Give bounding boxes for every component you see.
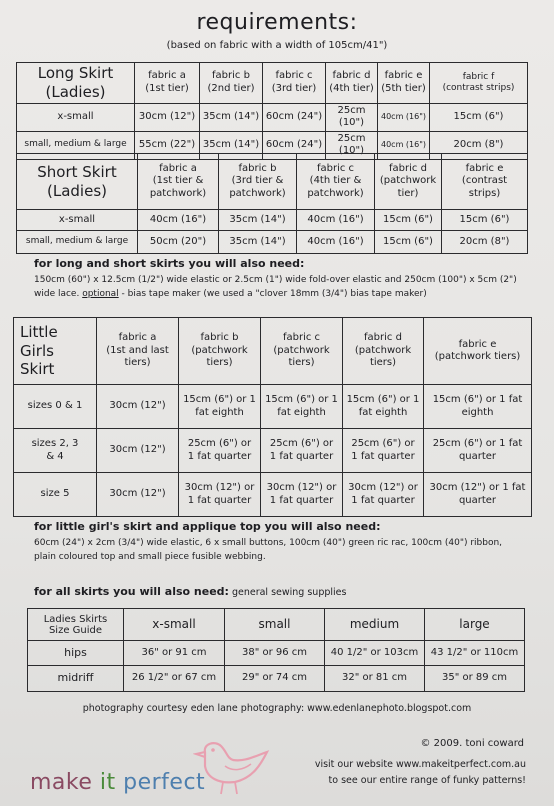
table-cell: 30cm (12") or 1 fat quarter — [179, 473, 261, 517]
column-header: x-small — [124, 609, 225, 641]
table-cell: 55cm (22") — [135, 131, 200, 159]
note-line: plain coloured top and small piece fusible webbing. — [34, 551, 266, 562]
table-cell: 40cm (16") — [378, 131, 430, 159]
table-cell: 40cm (16") — [138, 210, 219, 231]
size-guide-table — [27, 608, 525, 692]
all-note — [34, 585, 346, 598]
table-cell: 25cm (6") or 1 fat quarter — [424, 429, 532, 473]
table-cell: 30cm (12") — [97, 473, 179, 517]
table-cell: 26 1/2" or 67 cm — [124, 665, 225, 691]
table-cell: 20cm (8") — [430, 131, 528, 159]
row-label: small, medium & large — [17, 131, 135, 159]
long-short-note-body — [34, 274, 534, 302]
table-cell: 25cm (6") or 1 fat quarter — [179, 429, 261, 473]
table-cell: 15cm (6") or 1 fat eighth — [179, 385, 261, 429]
logo-word: perfect — [123, 770, 206, 795]
table-cell: 50cm (20") — [138, 231, 219, 254]
photo-credit: photography courtesy eden lane photography: www.edenlanephoto.blogspot.com — [82, 703, 472, 714]
table-cell: 30cm (12") or 1 fat quarter — [261, 473, 343, 517]
row-label: sizes 0 & 1 — [14, 385, 97, 429]
table-cell: 60cm (24") — [263, 131, 326, 159]
table-cell: 36" or 91 cm — [124, 641, 225, 665]
table-cell: 35cm (14") — [200, 131, 263, 159]
website-tagline: to see our entire range of funky patterns! — [328, 775, 526, 787]
table-cell: 15cm (6") — [430, 103, 528, 131]
size-guide-header: Ladies Skirts Size Guide — [28, 609, 124, 641]
column-header: fabric e (contrast strips) — [442, 154, 528, 210]
table-cell: 25cm (10") — [326, 103, 378, 131]
all-note-heading: for all skirts you will also need: — [34, 585, 229, 598]
column-header: fabric a (1st and last tiers) — [97, 318, 179, 385]
table-cell: 30cm (12") — [97, 385, 179, 429]
website-line: visit our website www.makeitperfect.com.au — [314, 759, 526, 770]
table-cell: 30cm (12") — [97, 429, 179, 473]
column-header: fabric c (3rd tier) — [263, 63, 326, 104]
table-cell: 25cm (6") or 1 fat quarter — [261, 429, 343, 473]
short-skirt-header: Short Skirt (Ladies) — [17, 154, 138, 210]
column-header: fabric b (3rd tier & patchwork) — [219, 154, 297, 210]
column-header: fabric c (4th tier & patchwork) — [297, 154, 375, 210]
website-note — [315, 757, 526, 789]
short-skirt-table — [16, 153, 528, 254]
row-label: x-small — [17, 103, 135, 131]
girls-note-heading: for little girl's skirt and applique top you will also need: — [34, 520, 381, 533]
note-line: 150cm (60") x 12.5cm (1/2") wide elastic or 2.5cm (1") wide fold-over elastic and 250cm (100") x 5cm (2") — [34, 275, 517, 285]
table-cell: 40cm (16") — [297, 210, 375, 231]
table-cell: 20cm (8") — [442, 231, 528, 254]
column-header: fabric e (5th tier) — [378, 63, 430, 104]
column-header: fabric b (patchwork tiers) — [179, 318, 261, 385]
table-row — [14, 385, 532, 429]
table-row — [14, 429, 532, 473]
table-cell: 30cm (12") or 1 fat quarter — [343, 473, 424, 517]
long-skirt-table — [16, 62, 528, 160]
table-cell: 15cm (6") — [375, 231, 442, 254]
table-cell: 40 1/2" or 103cm — [325, 641, 425, 665]
row-label: hips — [28, 641, 124, 665]
girls-note-body — [34, 537, 534, 565]
table-cell: 35cm (14") — [219, 210, 297, 231]
note-line: 60cm (24") x 2cm (3/4") wide elastic, 6 x small buttons, 100cm (40") green ric rac, 100cm (40") ribbon, — [34, 538, 503, 548]
column-header: fabric f (contrast strips) — [430, 63, 528, 104]
brand-logo — [30, 770, 205, 795]
column-header: fabric d (patchwork tiers) — [343, 318, 424, 385]
table-cell: 15cm (6") — [375, 210, 442, 231]
column-header: small — [225, 609, 325, 641]
column-header: fabric d (patchwork tier) — [375, 154, 442, 210]
row-label: x-small — [17, 210, 138, 231]
table-cell: 40cm (16") — [378, 103, 430, 131]
row-label: sizes 2, 3 & 4 — [14, 429, 97, 473]
table-row — [14, 473, 532, 517]
note-text: wide lace. — [34, 288, 83, 299]
table-cell: 43 1/2" or 110cm — [425, 641, 525, 665]
little-girls-table — [13, 317, 532, 517]
column-header: fabric d (4th tier) — [326, 63, 378, 104]
row-label: small, medium & large — [17, 231, 138, 254]
table-cell: 25cm (6") or 1 fat quarter — [343, 429, 424, 473]
table-row — [17, 231, 528, 254]
column-header: fabric a (1st tier) — [135, 63, 200, 104]
column-header: medium — [325, 609, 425, 641]
table-row — [28, 641, 525, 665]
table-cell: 35cm (14") — [219, 231, 297, 254]
little-girls-header: Little Girls Skirt — [14, 318, 97, 385]
note-line — [34, 288, 534, 302]
column-header: large — [425, 609, 525, 641]
table-cell: 35" or 89 cm — [425, 665, 525, 691]
page-title: requirements: — [196, 10, 358, 35]
column-header: fabric e (patchwork tiers) — [424, 318, 532, 385]
column-header: fabric c (patchwork tiers) — [261, 318, 343, 385]
column-header: fabric b (2nd tier) — [200, 63, 263, 104]
table-row — [17, 103, 528, 131]
note-text: - bias tape maker (we used a "clover 18mm (3/4") bias tape maker) — [118, 288, 427, 299]
column-header: fabric a (1st tier & patchwork) — [138, 154, 219, 210]
table-cell: 60cm (24") — [263, 103, 326, 131]
row-label: midriff — [28, 665, 124, 691]
table-cell: 40cm (16") — [297, 231, 375, 254]
table-cell: 15cm (6") or 1 fat eighth — [424, 385, 532, 429]
optional-label: optional — [82, 288, 119, 299]
table-cell: 38" or 96 cm — [225, 641, 325, 665]
copyright: © 2009. toni coward — [420, 738, 524, 749]
table-row — [17, 210, 528, 231]
table-cell: 35cm (14") — [200, 103, 263, 131]
table-cell: 15cm (6") or 1 fat eighth — [343, 385, 424, 429]
table-cell: 30cm (12") — [135, 103, 200, 131]
row-label: size 5 — [14, 473, 97, 517]
table-cell: 25cm (10") — [326, 131, 378, 159]
page-subtitle: (based on fabric with a width of 105cm/41") — [166, 40, 388, 51]
table-cell: 30cm (12") or 1 fat quarter — [424, 473, 532, 517]
long-skirt-header: Long Skirt (Ladies) — [17, 63, 135, 104]
table-cell: 32" or 81 cm — [325, 665, 425, 691]
logo-word: make — [30, 770, 100, 795]
table-row — [28, 665, 525, 691]
table-cell: 15cm (6") — [442, 210, 528, 231]
all-note-text: general sewing supplies — [228, 587, 347, 598]
long-short-note-heading: for long and short skirts you will also need: — [34, 257, 305, 270]
table-cell: 15cm (6") or 1 fat eighth — [261, 385, 343, 429]
table-cell: 29" or 74 cm — [225, 665, 325, 691]
logo-word: it — [99, 770, 124, 795]
